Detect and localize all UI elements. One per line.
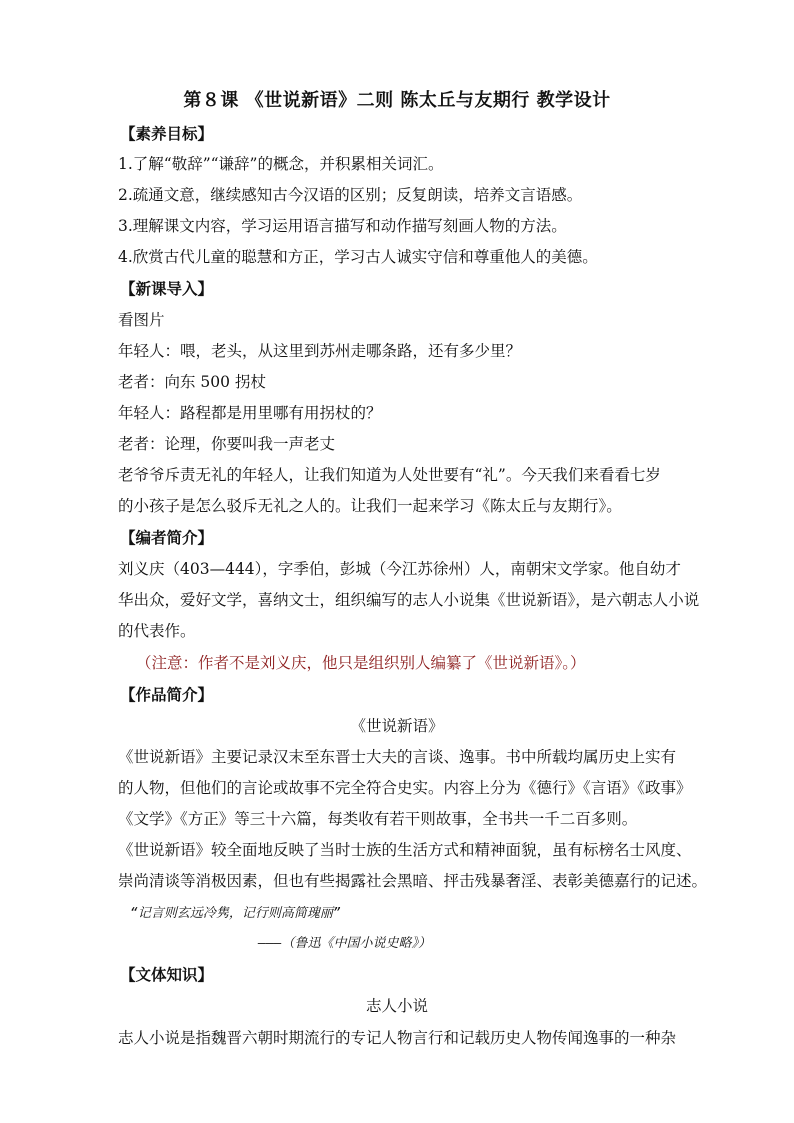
work-paragraph-line: 《文学》《方正》等三十六篇，每类收有若干则故事，全书共一千二百多则。 [118, 810, 638, 828]
section-heading-work: 【作品简介】 [120, 685, 214, 704]
section-heading-goals: 【素养目标】 [120, 124, 214, 143]
intro-line: 年轻人：路程都是用里哪有用拐杖的？ [118, 404, 382, 422]
work-paragraph-line: 的人物，但他们的言论或故事不完全符合史实。内容上分为《德行》《言语》《政事》 [118, 779, 692, 797]
work-subtitle: 《世说新语》 [350, 717, 444, 735]
editor-paragraph-line: 华出众，爱好文学，喜纳文士，组织编写的志人小说集《世说新语》，是六朝志人小说 [118, 591, 700, 609]
work-quote: “记言则玄远冷隽，记行则高简瑰丽” [130, 906, 341, 921]
genre-subtitle: 志人小说 [365, 997, 428, 1015]
work-paragraph-line: 《世说新语》主要记录汉末至东晋士大夫的言谈、逸事。书中所载均属历史上实有 [118, 748, 677, 766]
work-paragraph-line: 崇尚清谈等消极因素，但也有些揭露社会黑暗、抨击残暴奢淫、表彰美德嘉行的记述。 [118, 872, 708, 890]
editor-note: （注意：作者不是刘义庆，他只是组织别人编纂了《世说新语》。） [136, 654, 586, 672]
work-quote-source: ———（鲁迅《中国小说史略》） [258, 936, 431, 951]
goal-item: 4.欣赏古代儿童的聪慧和方正，学习古人诚实守信和尊重他人的美德。 [118, 248, 598, 266]
section-heading-editor: 【编者简介】 [120, 528, 214, 547]
goal-item: 3.理解课文内容，学习运用语言描写和动作描写刻画人物的方法。 [118, 217, 567, 235]
goal-item: 2.疏通文意，继续感知古今汉语的区别；反复朗读，培养文言语感。 [118, 186, 583, 204]
section-heading-intro: 【新课导入】 [120, 279, 214, 298]
intro-line: 老者：向东 500 拐杖 [118, 373, 266, 391]
editor-paragraph-line: 刘义庆（403—444），字季伯，彭城（今江苏徐州）人，南朝宋文学家。他自幼才 [118, 560, 681, 578]
intro-line: 年轻人：喂，老头，从这里到苏州走哪条路，还有多少里？ [118, 342, 522, 360]
intro-paragraph-line: 老爷爷斥责无礼的年轻人，让我们知道为人处世要有“礼”。今天我们来看看七岁 [118, 466, 661, 484]
work-paragraph-line: 《世说新语》较全面地反映了当时士族的生活方式和精神面貌，虽有标榜名士风度、 [118, 841, 692, 859]
section-heading-genre: 【文体知识】 [120, 965, 214, 984]
intro-paragraph-line: 的小孩子是怎么驳斥无礼之人的。让我们一起来学习《陈太丘与友期行》。 [118, 497, 622, 515]
goal-item: 1.了解“敬辞”“谦辞”的概念，并积累相关词汇。 [118, 155, 444, 173]
editor-paragraph-line: 的代表作。 [118, 622, 196, 640]
intro-line: 老者：论理，你要叫我一声老丈 [118, 435, 336, 453]
genre-paragraph-line: 志人小说是指魏晋六朝时期流行的专记人物言行和记载历史人物传闻逸事的一种杂 [118, 1029, 677, 1047]
page-title: 第８课 《世说新语》二则 陈太丘与友期行 教学设计 [183, 90, 611, 111]
intro-line: 看图片 [118, 311, 165, 329]
